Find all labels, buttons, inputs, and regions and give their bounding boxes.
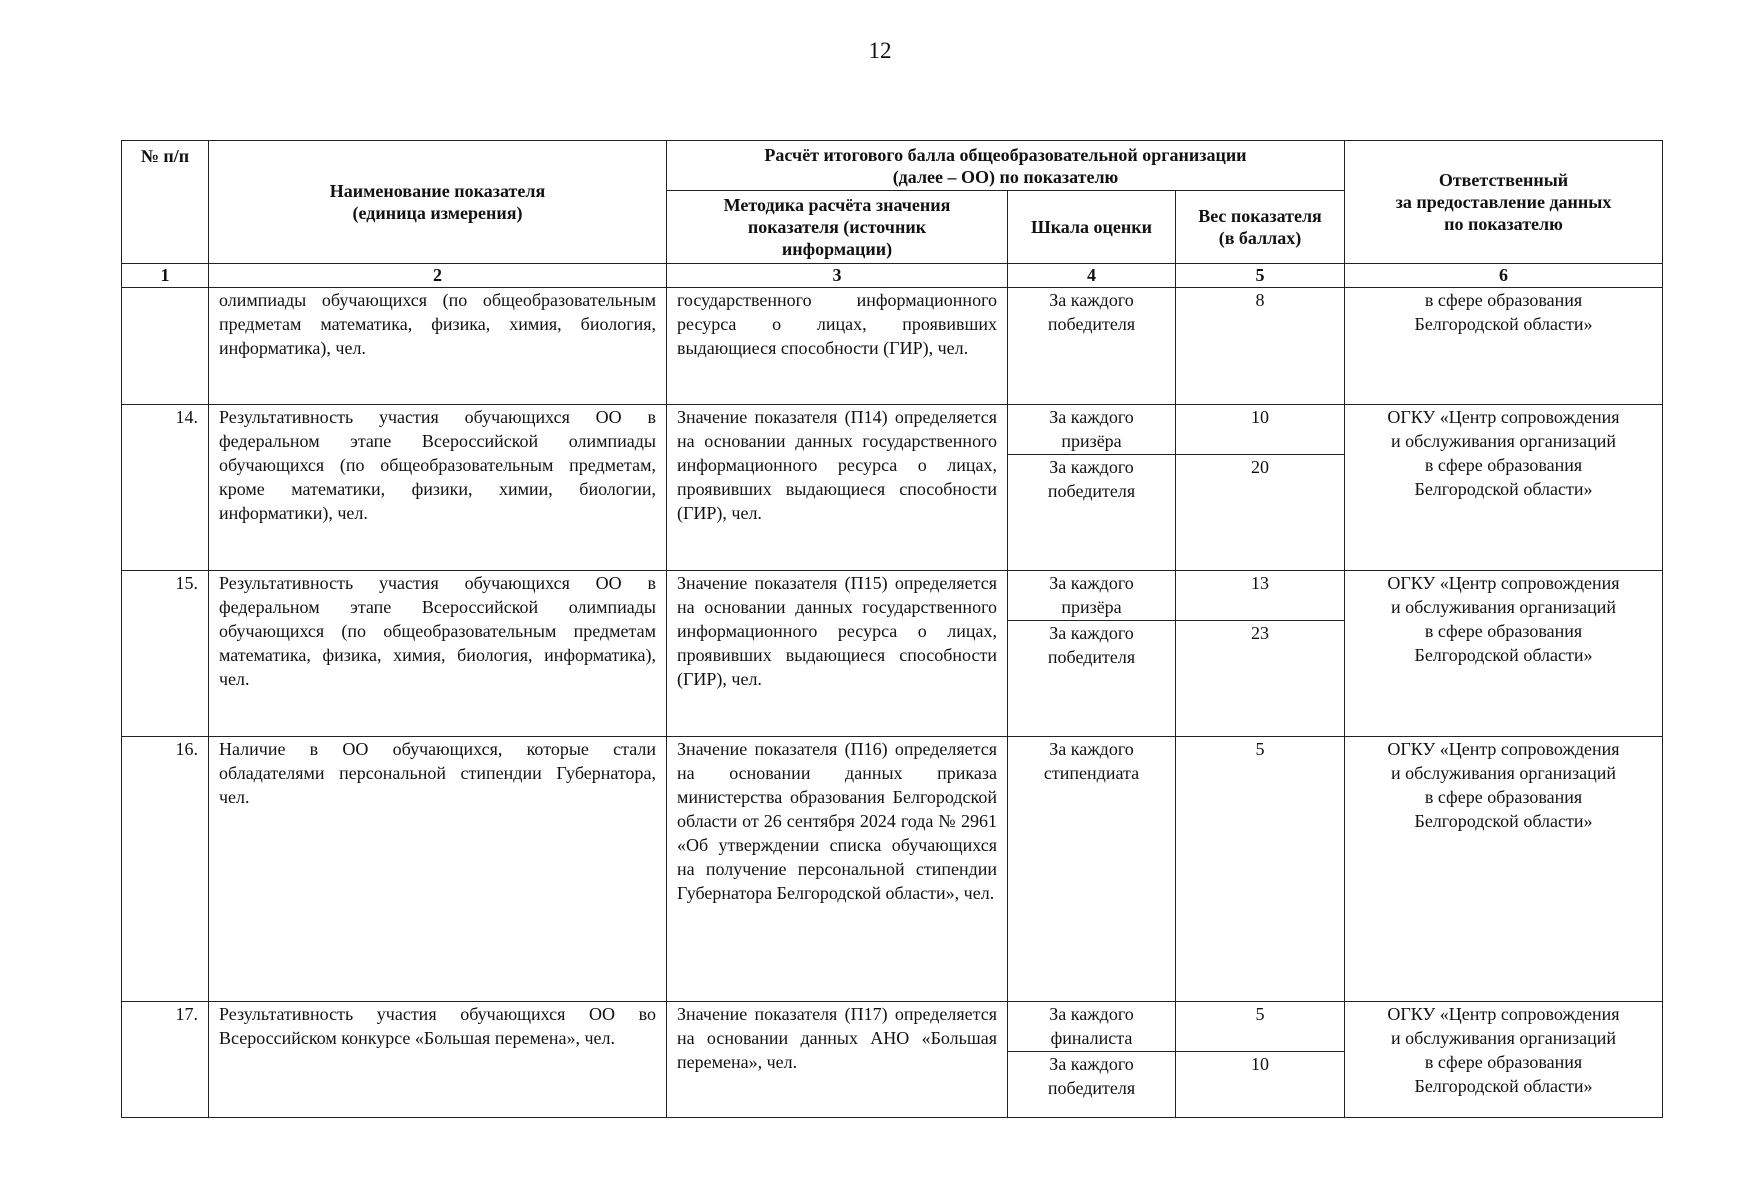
score-scale: За каждого победителя (1008, 1052, 1176, 1118)
header-calculation-group: Расчёт итогового балла общеобразовательной организации (далее – ОО) по показателю (667, 141, 1345, 191)
weight-value: 5 (1176, 737, 1345, 1002)
header-indicator-name: Наименование показателя (единица измерения) (209, 141, 667, 264)
score-scale: За каждого финалиста (1008, 1002, 1176, 1052)
score-scale: За каждого призёра (1008, 405, 1176, 455)
calculation-method: Значение показателя (П16) определяется на основании данных приказа министерства образования Белгородской области от 26 сентября 2024 года № 2961 «Об утверждении списка обучающихся на получение персональной стипендии Губернатора Белгородской области», чел. (667, 737, 1008, 1002)
responsible-org: ОГКУ «Центр сопровождения и обслуживания организаций в сфере образования Белгородской области» (1345, 571, 1663, 737)
row-number: 15. (122, 571, 209, 737)
column-number: 5 (1176, 264, 1345, 288)
row-number: 16. (122, 737, 209, 1002)
table-row (122, 571, 1663, 621)
score-scale: За каждого победителя (1008, 455, 1176, 571)
header-responsible: Ответственный за предоставление данных по показателю (1345, 141, 1663, 264)
weight-value: 23 (1176, 621, 1345, 737)
column-number: 2 (209, 264, 667, 288)
weight-value: 8 (1176, 288, 1345, 405)
calculation-method: Значение показателя (П14) определяется на основании данных государственного информационного ресурса о лицах, проявивших выдающиеся способности (ГИР), чел. (667, 405, 1008, 571)
table-row (122, 405, 1663, 455)
calculation-method: государственного информационного ресурса о лицах, проявивших выдающиеся способности (ГИР), чел. (667, 288, 1008, 405)
weight-value: 10 (1176, 1052, 1345, 1118)
weight-value: 13 (1176, 571, 1345, 621)
column-number: 3 (667, 264, 1008, 288)
header-number: № п/п (122, 141, 209, 264)
page-number: 12 (868, 38, 892, 63)
responsible-org: в сфере образования Белгородской области» (1345, 288, 1663, 405)
table-row (122, 737, 1663, 1002)
column-number: 6 (1345, 264, 1663, 288)
column-number: 1 (122, 264, 209, 288)
responsible-org: ОГКУ «Центр сопровождения и обслуживания организаций в сфере образования Белгородской области» (1345, 737, 1663, 1002)
table-header (122, 141, 1663, 288)
weight-value: 10 (1176, 405, 1345, 455)
indicator-name: Результативность участия обучающихся ОО во Всероссийском конкурсе «Большая перемена», чел. (209, 1002, 667, 1118)
indicators-table (121, 140, 1663, 1118)
score-scale: За каждого победителя (1008, 621, 1176, 737)
table-row (122, 288, 1663, 405)
table-row (122, 1002, 1663, 1052)
column-numbers-row (122, 264, 1663, 288)
responsible-org: ОГКУ «Центр сопровождения и обслуживания организаций в сфере образования Белгородской области» (1345, 1002, 1663, 1118)
header-scale: Шкала оценки (1008, 191, 1176, 264)
calculation-method: Значение показателя (П17) определяется на основании данных АНО «Большая перемена», чел. (667, 1002, 1008, 1118)
weight-value: 20 (1176, 455, 1345, 571)
indicator-name: Наличие в ОО обучающихся, которые стали обладателями персональной стипендии Губернатора, чел. (209, 737, 667, 1002)
indicator-name: олимпиады обучающихся (по общеобразовательным предметам математика, физика, химия, биология, информатика), чел. (209, 288, 667, 405)
indicator-name: Результативность участия обучающихся ОО в федеральном этапе Всероссийской олимпиады обучающихся (по общеобразовательным предметам, кроме математики, физики, химии, биологии, информатики), чел. (209, 405, 667, 571)
row-number: 17. (122, 1002, 209, 1118)
column-number: 4 (1008, 264, 1176, 288)
header-method: Методика расчёта значения показателя (источник информации) (667, 191, 1008, 264)
score-scale: За каждого победителя (1008, 288, 1176, 405)
row-number (122, 288, 209, 405)
indicator-name: Результативность участия обучающихся ОО в федеральном этапе Всероссийской олимпиады обучающихся (по общеобразовательным предметам математика, физика, химия, биология, информатика), чел. (209, 571, 667, 737)
row-number: 14. (122, 405, 209, 571)
score-scale: За каждого призёра (1008, 571, 1176, 621)
responsible-org: ОГКУ «Центр сопровождения и обслуживания организаций в сфере образования Белгородской области» (1345, 405, 1663, 571)
calculation-method: Значение показателя (П15) определяется на основании данных государственного информационного ресурса о лицах, проявивших выдающиеся способности (ГИР), чел. (667, 571, 1008, 737)
header-weight: Вес показателя (в баллах) (1176, 191, 1345, 264)
weight-value: 5 (1176, 1002, 1345, 1052)
score-scale: За каждого стипендиата (1008, 737, 1176, 1002)
